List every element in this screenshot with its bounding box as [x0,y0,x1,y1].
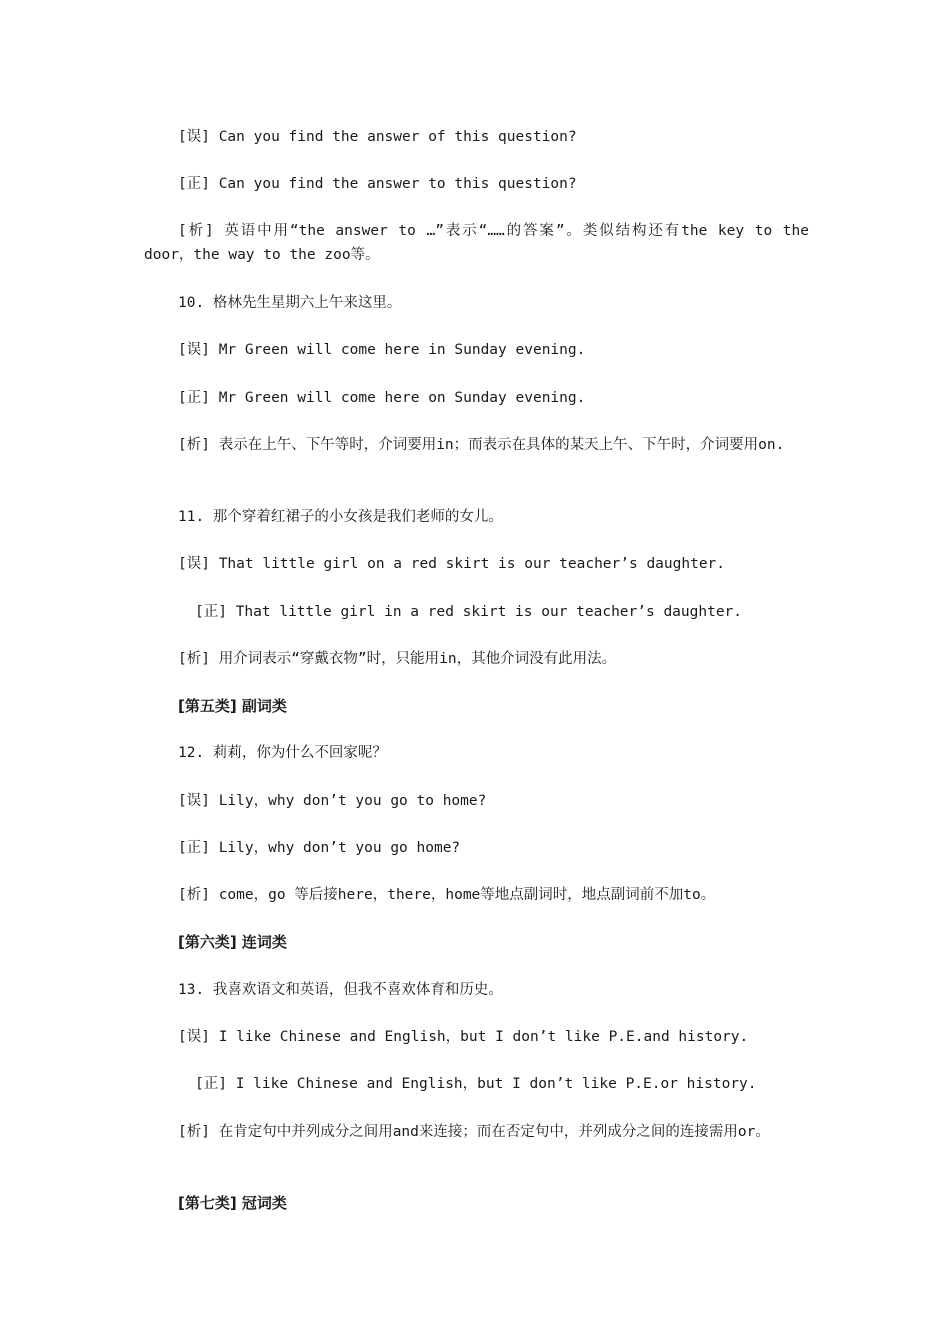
section-heading-conjunctions: [第六类] 连词类 [178,933,287,951]
question-10: 10. 格林先生星期六上午来这里。 [178,295,402,311]
wrong-sentence-answer-of: [误] Can you find the answer of this question? [178,129,577,145]
question-12-analysis: [析] come，go 等后接here，there，home等地点副词时，地点副词前不加to。 [178,887,716,903]
question-11: 11. 那个穿着红裙子的小女孩是我们老师的女儿。 [178,509,503,525]
question-11-wrong: [误] That little girl on a red skirt is our teacher’s daughter. [178,556,726,572]
question-13: 13. 我喜欢语文和英语，但我不喜欢体育和历史。 [178,982,503,998]
section-heading-adverbs: [第五类] 副词类 [178,697,287,715]
question-10-analysis: [析] 表示在上午、下午等时，介词要用in；而表示在具体的某天上午、下午时，介词要用on. [178,437,785,453]
question-12: 12. 莉莉，你为什么不回家呢？ [178,745,387,761]
question-12-wrong: [误] Lily，why don’t you go to home? [178,793,487,809]
question-13-correct: [正] I like Chinese and English，but I don’t like P.E.or history. [195,1076,757,1092]
question-10-correct: [正] Mr Green will come here on Sunday evening. [178,390,586,406]
question-13-wrong: [误] I like Chinese and English，but I don’t like P.E.and history. [178,1029,749,1045]
section-heading-articles: [第七类] 冠词类 [178,1194,287,1212]
analysis-answer-to: [析] 英语中用“the answer to …”表示“……的答案”。类似结构还有the key to the door，the way to the zoo等。 [144,223,809,263]
question-11-analysis: [析] 用介词表示“穿戴衣物”时，只能用in，其他介词没有此用法。 [178,651,617,667]
question-10-wrong: [误] Mr Green will come here in Sunday evening. [178,342,586,358]
question-11-correct: [正] That little girl in a red skirt is our teacher’s daughter. [195,604,743,620]
correct-sentence-answer-to: [正] Can you find the answer to this question? [178,176,577,192]
question-13-analysis: [析] 在肯定句中并列成分之间用and来连接；而在否定句中，并列成分之间的连接需用or。 [178,1124,770,1140]
question-12-correct: [正] Lily，why don’t you go home? [178,840,461,856]
